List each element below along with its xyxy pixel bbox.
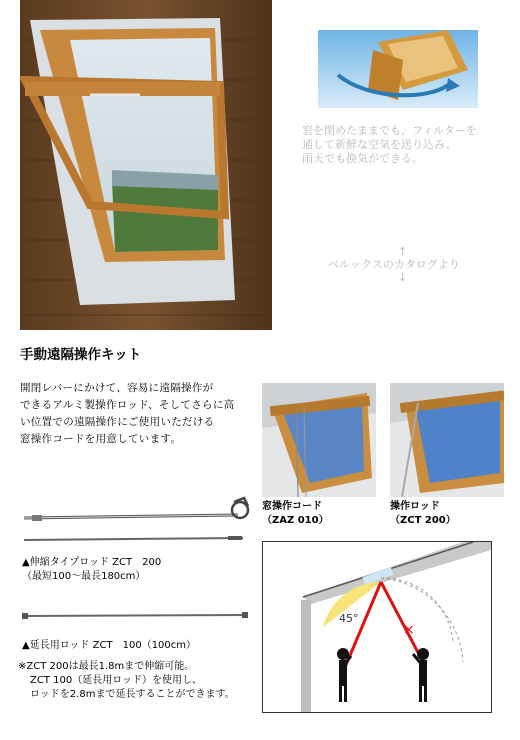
- usage-diagram: [262, 541, 492, 713]
- notes: [18, 660, 268, 702]
- note-line: ロッドを2.8mまで延長することができます。: [30, 689, 235, 700]
- catalog-note: [320, 246, 500, 284]
- extension-rod-drawing: [18, 608, 258, 624]
- window-cord-photo: [262, 383, 376, 497]
- description-line: い位置での遠隔操作にご使用いただける: [20, 416, 215, 428]
- caption-line: 通して新鮮な空気を送り込み、: [302, 138, 457, 151]
- telescopic-rod-label: ▲伸縮タイプロッド ZCT 200: [22, 557, 162, 568]
- rod-name: 操作ロッド: [390, 501, 440, 512]
- cord-code: （ZAZ 010）: [262, 515, 329, 526]
- description-line: 開閉レバーにかけて、容易に遠隔操作が: [20, 382, 214, 394]
- caption-line: 窓を閉めたままでも、フィルターを: [302, 124, 477, 137]
- note-line: ※ZCT 200は最長1.8mまで伸縮可能。: [18, 661, 195, 672]
- section-title: 手動遠隔操作キット: [20, 347, 142, 363]
- wrong-mark-icon: ×: [403, 622, 415, 638]
- section-description: [20, 380, 260, 448]
- catalog-note-text: ベルックスのカタログより: [328, 258, 460, 271]
- rod-caption: [390, 500, 510, 528]
- telescopic-rod-range: （最短100～最長180cm）: [22, 571, 146, 582]
- description-line: 窓操作コードを用意しています。: [20, 433, 182, 445]
- ventilation-caption: [302, 124, 502, 166]
- rod-code: （ZCT 200）: [390, 515, 456, 526]
- cord-caption: [262, 500, 382, 528]
- caption-line: 雨天でも換気ができる。: [302, 152, 423, 165]
- arrow-down-icon: ↓: [398, 271, 408, 284]
- angle-label: 45°: [339, 612, 359, 625]
- telescopic-rod-caption: [22, 556, 262, 584]
- arrow-up-icon: ↑: [398, 245, 408, 258]
- extension-rod-caption: ▲延長用ロッド ZCT 100（100cm）: [22, 640, 197, 651]
- description-line: できるアルミ製操作ロッド、そしてさらに高: [20, 399, 235, 411]
- telescopic-rod-drawing: [18, 488, 258, 548]
- cord-name: 窓操作コード: [262, 501, 322, 512]
- roof-window-photo: [20, 0, 272, 330]
- operating-rod-photo: [390, 383, 504, 497]
- ventilation-illustration: [318, 30, 478, 108]
- note-line: ZCT 100（延長用ロッド）を使用し、: [30, 675, 203, 686]
